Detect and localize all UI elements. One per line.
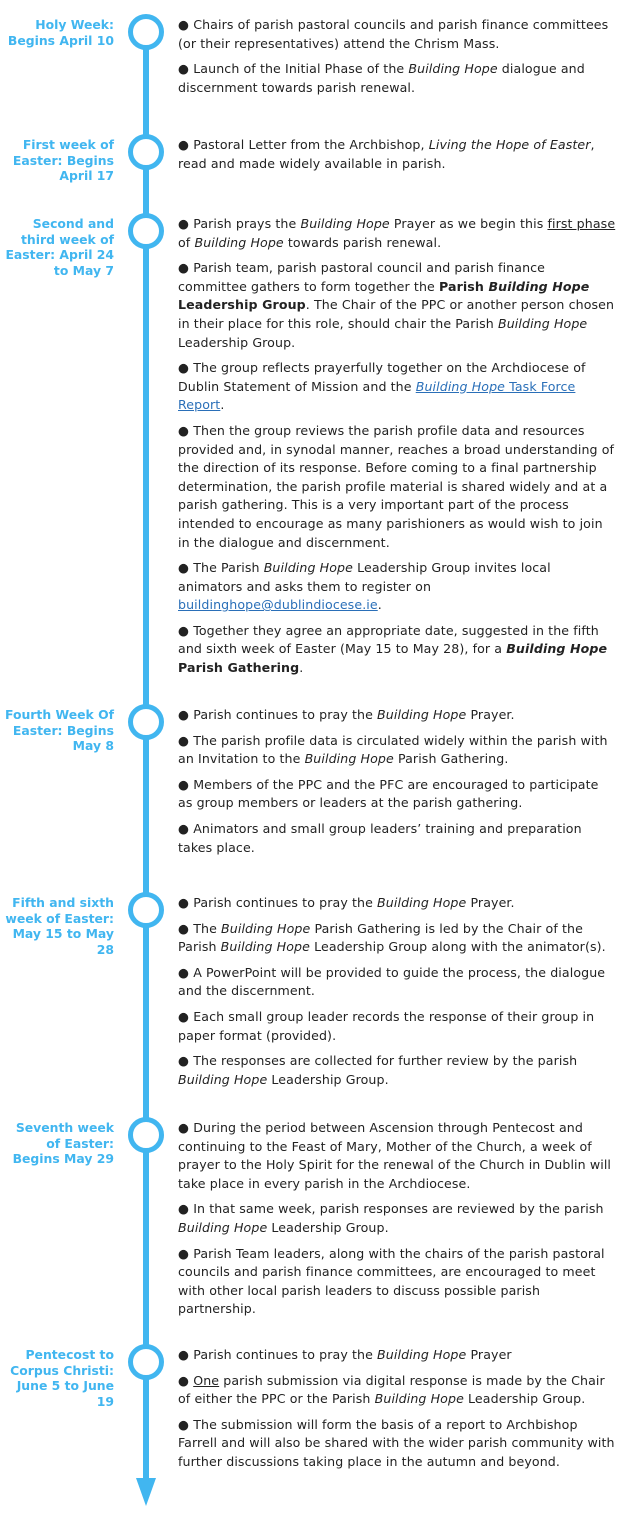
text-segment: ● During the period between Ascension through Pentecost and continuing to the Feast of Mary, Mother of the Church, a week of prayer to the Holy Spirit for the renewal of the Church in Dublin will take place in every parish in the Archdiocese. <box>178 1120 612 1191</box>
text-segment: ● Parish continues to pray the <box>178 895 378 910</box>
bullet-item <box>178 1346 616 1365</box>
text-segment: Leadership Group. <box>267 1219 389 1235</box>
text-segment: Prayer. <box>466 707 515 722</box>
bullet-item <box>178 964 616 1001</box>
bullet-item <box>178 820 616 857</box>
timeline-section <box>178 1346 616 1479</box>
bullet-item <box>178 776 616 813</box>
text-segment: Building Hope <box>408 61 498 77</box>
bullet-item <box>178 1416 616 1472</box>
text-segment: Leadership Group. <box>267 1071 389 1087</box>
text-segment: Prayer <box>466 1347 512 1362</box>
timeline-date-label: Second and third week of Easter: April 24 to May 7 <box>5 216 114 278</box>
text-segment: Building Hope <box>488 278 590 294</box>
text-segment: Leadership Group. <box>178 334 296 350</box>
text-segment: Building Hope <box>497 315 588 331</box>
link[interactable]: Building Hope <box>415 378 506 394</box>
timeline-section <box>178 215 616 685</box>
bullet-item <box>178 1052 616 1089</box>
bullet-item <box>178 706 616 725</box>
text-segment: Parish Gathering. <box>393 751 509 767</box>
text-segment: . <box>377 597 382 613</box>
timeline-section <box>178 894 616 1096</box>
bullet-item <box>178 1200 616 1237</box>
timeline-section <box>178 1119 616 1326</box>
bullet-item <box>178 136 616 173</box>
text-segment: . <box>220 397 225 413</box>
text-segment: first phase <box>547 216 616 231</box>
text-segment: Building Hope <box>178 1071 268 1087</box>
text-segment: Building Hope <box>221 920 311 936</box>
text-segment: Living the Hope of Easter <box>428 137 591 152</box>
text-segment: Parish <box>438 278 489 294</box>
text-segment: ● Animators and small group leaders’ training and preparation takes place. <box>178 820 582 855</box>
timeline-date-label: First week of Easter: Begins April 17 <box>12 137 114 183</box>
bullet-item <box>178 215 616 252</box>
text-segment: One <box>193 1372 220 1388</box>
bullet-item <box>178 559 616 615</box>
text-segment: ● Together they agree an appropriate date, suggested in the fifth and sixth week of Easter (May 15 to May 28), for a <box>178 622 599 657</box>
text-segment: Leadership Group along with the animator(s). <box>309 939 606 955</box>
text-segment: ● Parish team, parish pastoral council and parish finance committee gathers to form together the <box>178 260 546 294</box>
text-segment: Building Hope <box>263 560 353 576</box>
timeline-node-icon <box>128 892 164 928</box>
text-segment: ● The parish profile data is circulated widely within the parish with an Invitation to the <box>178 732 608 767</box>
timeline-arrow-icon <box>136 1478 156 1506</box>
timeline-date-label: Seventh week of Easter: Begins May 29 <box>12 1120 114 1166</box>
text-segment: , read and made widely available in parish. <box>178 137 595 171</box>
text-segment: Building Hope <box>377 895 467 910</box>
text-segment: ● Parish prays the <box>178 216 301 231</box>
text-segment: ● Members of the PPC and the PFC are encouraged to participate as group members or leaders at the parish gathering. <box>178 776 599 811</box>
text-segment: Building Hope <box>377 1347 467 1362</box>
text-segment: ● Pastoral Letter from the Archbishop, <box>178 137 429 152</box>
timeline-date-label: Fourth Week Of Easter: Begins May 8 <box>5 707 114 753</box>
text-segment: Leadership Group <box>178 297 306 313</box>
timeline-node-icon <box>128 134 164 170</box>
text-segment: ● <box>178 1372 194 1388</box>
text-segment: . <box>299 660 304 676</box>
bullet-item <box>178 1245 616 1319</box>
text-segment: towards parish renewal. <box>283 234 442 250</box>
link[interactable]: buildinghope@dublindiocese.ie <box>178 597 378 613</box>
bullet-item <box>178 1008 616 1045</box>
bullet-item <box>178 1119 616 1193</box>
text-segment: ● Chairs of parish pastoral councils and parish finance committees (or their representatives) attend the Chrism Mass. <box>178 17 609 51</box>
text-segment: ● The group reflects prayerfully together on the Archdiocese of Dublin Statement of Mission and the <box>178 360 586 394</box>
text-segment: Parish Gathering <box>178 660 300 676</box>
text-segment: Leadership Group invites local animators and asks them to register on <box>178 560 551 594</box>
timeline-node-icon <box>128 1117 164 1153</box>
text-segment: parish submission via digital response is made by the Chair of either the PPC or the Parish <box>178 1372 605 1407</box>
text-segment: Building Hope <box>300 216 390 231</box>
text-segment: ● The Parish <box>178 560 264 576</box>
text-segment: ● Then the group reviews the parish profile data and resources provided and, in synodal manner, reaches a broad understanding of the direction of its response. Before coming to a final partnership determination, the parish profile material is shared widely and at a parish gathering. This is a very important part of the process intended to encourage as many parishioners as would wish to join in the dialogue and discernment. <box>178 422 615 550</box>
text-segment: ● The submission will form the basis of a report to Archbishop Farrell and will also be shared with the wider parish community with further discussions taking place in the autumn and beyond. <box>178 1416 615 1469</box>
text-segment: ● Each small group leader records the response of their group in paper format (provided). <box>178 1008 595 1043</box>
bullet-item <box>178 16 616 53</box>
timeline-node-icon <box>128 704 164 740</box>
bullet-item <box>178 622 616 678</box>
text-segment: Prayer. <box>466 895 515 910</box>
text-segment: . The Chair of the PPC or another person chosen in their place for this role, should chair the Parish <box>178 297 615 331</box>
timeline-section <box>178 706 616 864</box>
text-segment: Building Hope <box>506 641 608 657</box>
text-segment: ● The responses are collected for further review by the parish <box>178 1053 578 1069</box>
bullet-item <box>178 359 616 415</box>
text-segment: Building Hope <box>220 939 310 955</box>
text-segment: ● Parish continues to pray the <box>178 707 378 722</box>
bullet-item <box>178 259 616 352</box>
text-segment: Parish Gathering is led by the Chair of the Parish <box>178 920 583 955</box>
timeline-node-icon <box>128 1344 164 1380</box>
timeline-date-label: Fifth and sixth week of Easter: May 15 to May 28 <box>5 895 114 957</box>
text-segment: of <box>178 234 195 250</box>
text-segment: ● In that same week, parish responses are reviewed by the parish <box>178 1201 604 1217</box>
text-segment: ● Parish continues to pray the <box>178 1347 378 1362</box>
text-segment: Leadership Group. <box>463 1391 586 1407</box>
bullet-item <box>178 60 616 97</box>
timeline-section <box>178 16 616 104</box>
text-segment: Building Hope <box>194 234 284 250</box>
text-segment: Building Hope <box>304 751 394 767</box>
text-segment: Prayer as we begin this <box>389 216 548 231</box>
bullet-item <box>178 422 616 552</box>
timeline-section <box>178 136 616 180</box>
timeline-date-label: Holy Week: Begins April 10 <box>7 17 114 48</box>
timeline-node-icon <box>128 14 164 50</box>
text-segment: dialogue and discernment towards parish renewal. <box>178 61 585 95</box>
timeline-node-icon <box>128 213 164 249</box>
bullet-item <box>178 894 616 913</box>
text-segment: ● Parish Team leaders, along with the chairs of the parish pastoral councils and parish finance committees, are encouraged to meet with other local parish leaders to discuss possible parish partnership. <box>178 1245 605 1317</box>
text-segment: ● Launch of the Initial Phase of the <box>178 61 409 77</box>
text-segment: Building Hope <box>374 1391 464 1407</box>
bullet-item <box>178 1372 616 1409</box>
text-segment: ● A PowerPoint will be provided to guide the process, the dialogue and the discernment. <box>178 964 606 999</box>
text-segment: Building Hope <box>178 1219 268 1235</box>
timeline-date-label: Pentecost to Corpus Christi: June 5 to June 19 <box>10 1347 114 1409</box>
text-segment: ● The <box>178 920 222 936</box>
bullet-item <box>178 920 616 957</box>
bullet-item <box>178 732 616 769</box>
link[interactable]: Task Force Report <box>178 378 576 413</box>
timeline-line <box>143 30 149 1490</box>
text-segment: Building Hope <box>377 707 467 722</box>
